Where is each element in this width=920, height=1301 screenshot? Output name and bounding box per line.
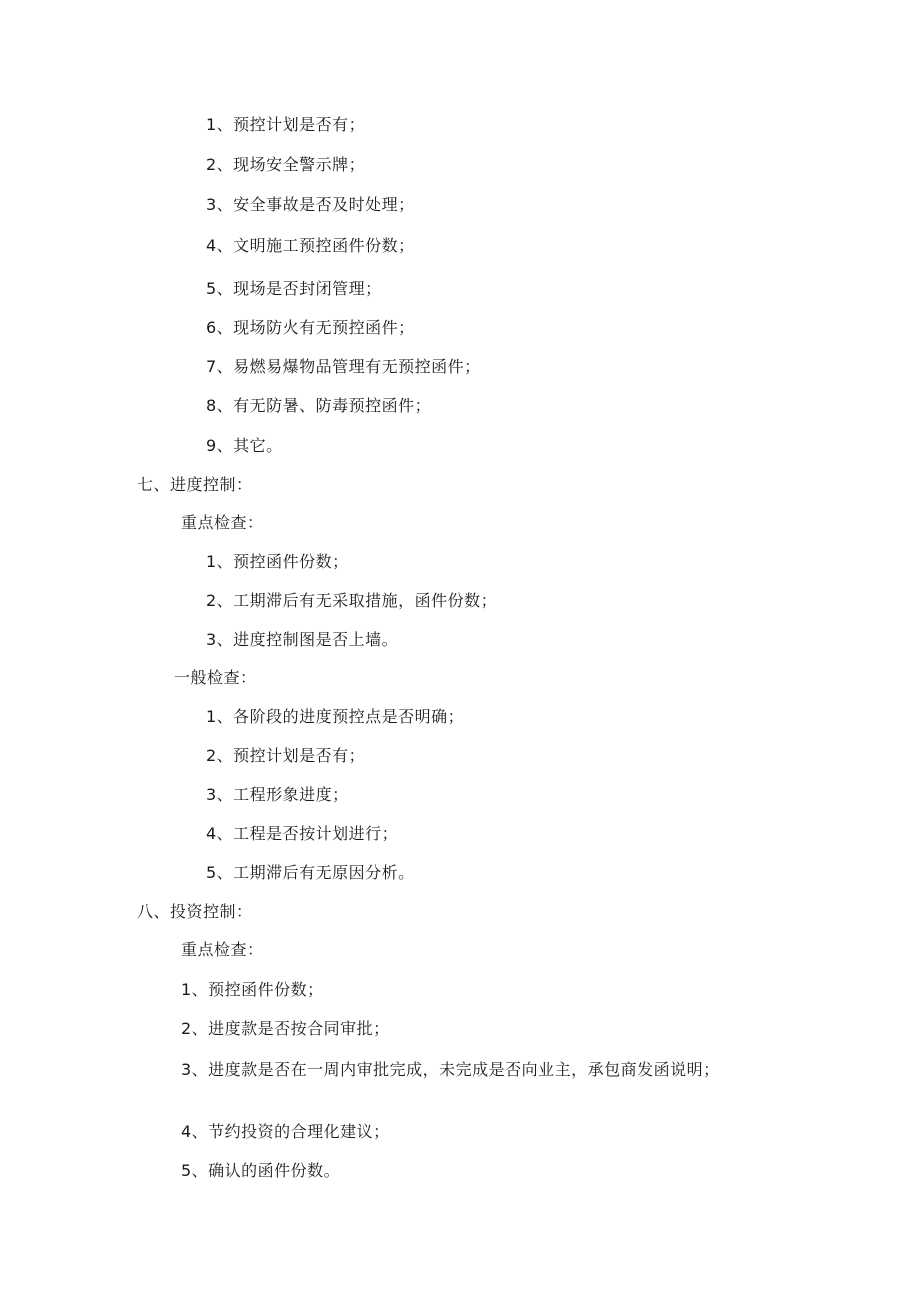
list-item: 6、现场防火有无预控函件； (206, 318, 415, 337)
list-item: 5、确认的函件份数。 (181, 1161, 341, 1180)
list-item: 3、安全事故是否及时处理； (206, 195, 415, 214)
list-item: 2、现场安全警示牌； (206, 155, 366, 174)
list-item: 4、工程是否按计划进行； (206, 824, 399, 843)
list-item: 3、进度款是否在一周内审批完成，未完成是否向业主，承包商发函说明； (181, 1060, 720, 1079)
key-check-label: 重点检查： (181, 940, 264, 959)
list-item: 7、易燃易爆物品管理有无预控函件； (206, 357, 481, 376)
list-item: 9、其它。 (206, 436, 283, 455)
section-heading: 八、投资控制： (137, 902, 253, 921)
general-check-label: 一般检查： (174, 668, 257, 687)
list-item: 2、预控计划是否有； (206, 746, 366, 765)
key-check-label: 重点检查： (181, 513, 264, 532)
list-item: 1、预控函件份数； (181, 980, 324, 999)
list-item: 2、工期滞后有无采取措施，函件份数； (206, 591, 498, 610)
list-item: 2、进度款是否按合同审批； (181, 1019, 390, 1038)
list-item: 1、预控计划是否有； (206, 115, 366, 134)
list-item: 8、有无防暑、防毒预控函件； (206, 396, 432, 415)
list-item: 5、现场是否封闭管理； (206, 279, 382, 298)
list-item: 5、工期滞后有无原因分析。 (206, 863, 415, 882)
list-item: 4、文明施工预控函件份数； (206, 236, 415, 255)
section-heading: 七、进度控制： (137, 475, 253, 494)
list-item: 1、各阶段的进度预控点是否明确； (206, 707, 465, 726)
list-item: 3、进度控制图是否上墙。 (206, 630, 399, 649)
list-item: 1、预控函件份数； (206, 552, 349, 571)
list-item: 4、节约投资的合理化建议； (181, 1122, 390, 1141)
list-item: 3、工程形象进度； (206, 785, 349, 804)
